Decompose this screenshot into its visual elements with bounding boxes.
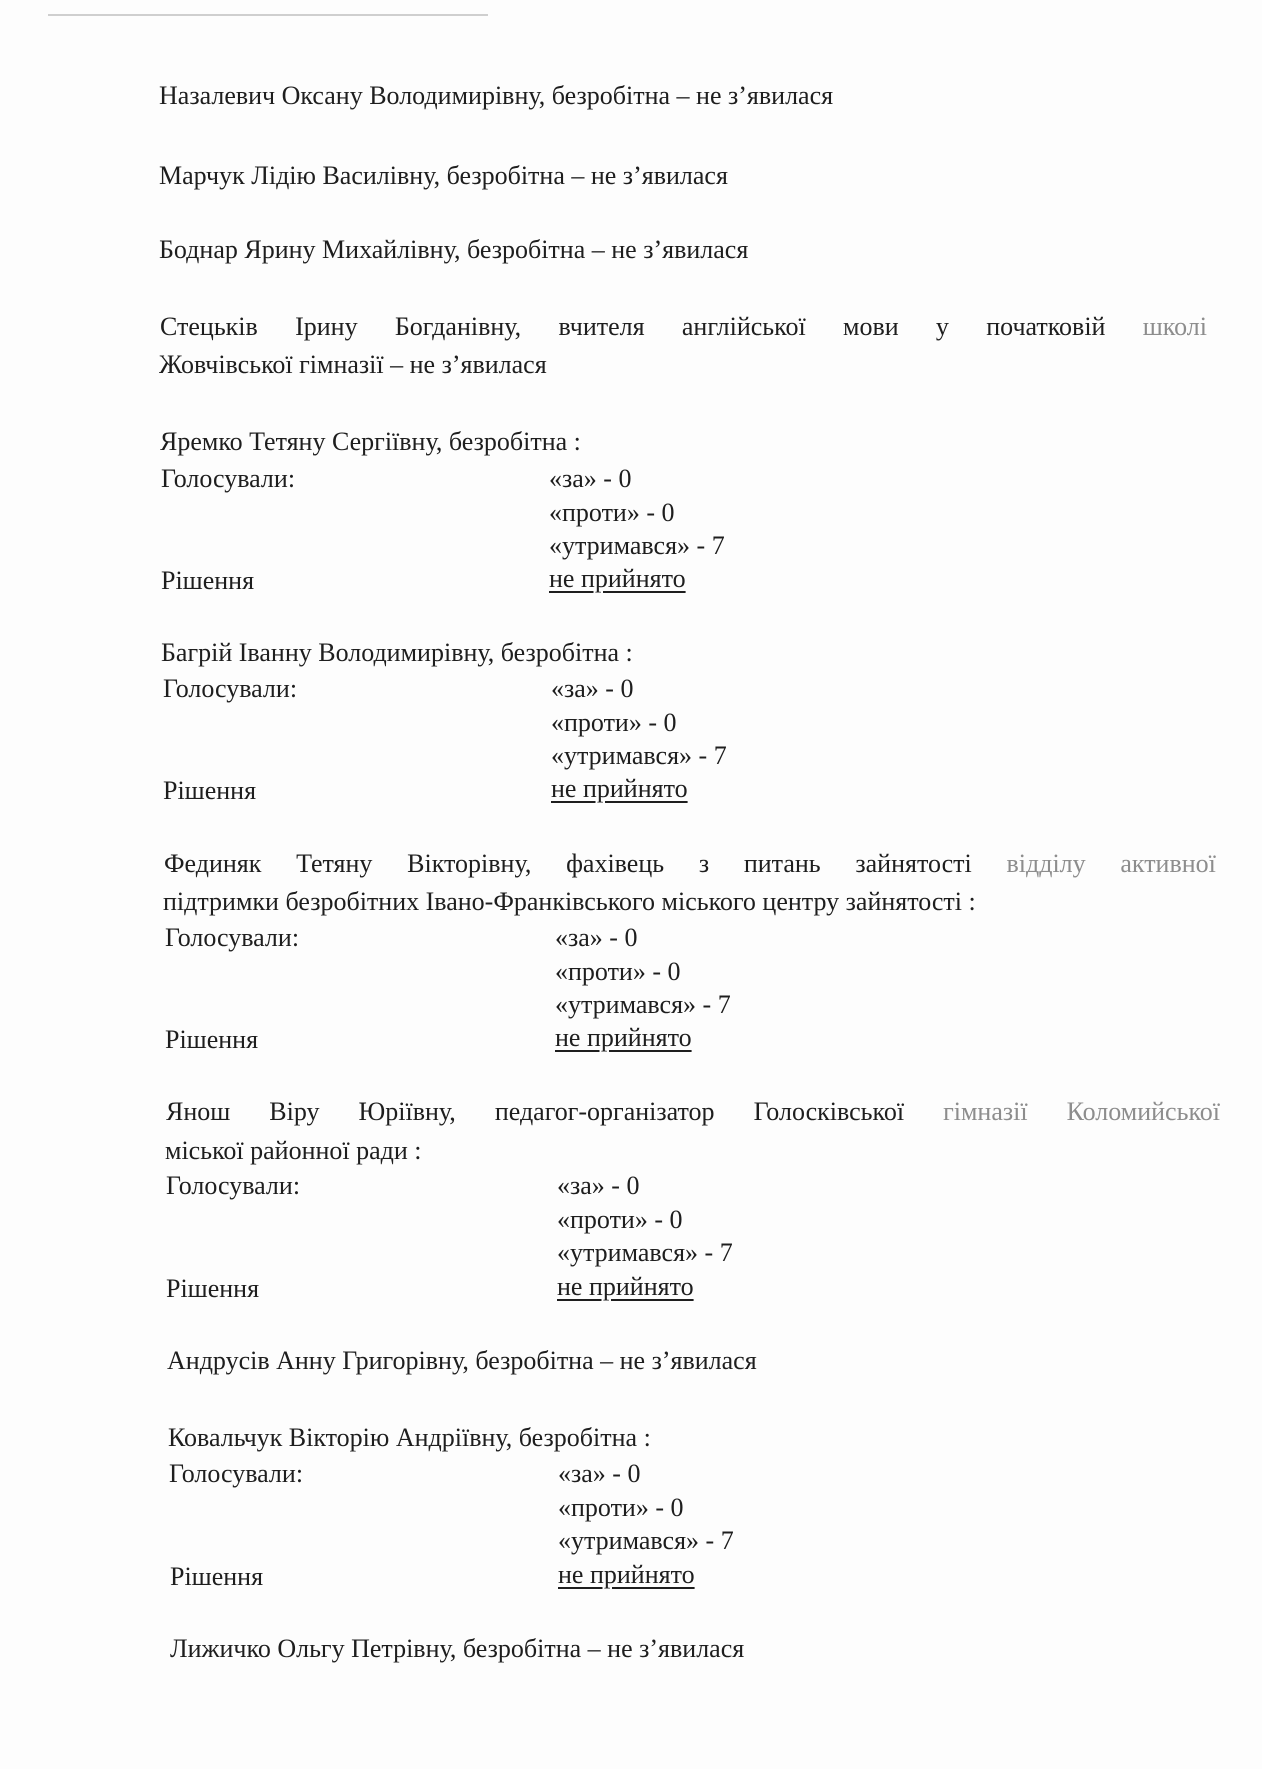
word: Юріївну, xyxy=(358,1097,456,1126)
entry-yanosh-line1 xyxy=(166,1099,1220,1125)
word: Фединяк xyxy=(164,849,262,878)
vote-abstained: «утримався» - 7 xyxy=(555,990,731,1019)
vote-abstained: «утримався» - 7 xyxy=(551,741,727,770)
decision-label: Рішення xyxy=(163,776,257,805)
word: з xyxy=(698,849,710,878)
vote-abstained: «утримався» - 7 xyxy=(558,1526,734,1555)
word: мови xyxy=(842,312,899,341)
decision-value: не прийнято xyxy=(555,1023,692,1052)
decision-label: Рішення xyxy=(165,1025,259,1054)
vote-for: «за» - 0 xyxy=(551,674,634,703)
vote-for: «за» - 0 xyxy=(555,923,638,952)
word: вчителя xyxy=(558,312,645,341)
word: зайнятості xyxy=(855,849,972,878)
word: Богданівну, xyxy=(394,312,522,341)
entry-kovalchuk: Ковальчук Вікторію Андріївну, безробітна : xyxy=(168,1423,651,1452)
word: у xyxy=(935,312,949,341)
vote-against: «проти» - 0 xyxy=(549,498,675,527)
vote-abstained: «утримався» - 7 xyxy=(549,531,725,560)
vote-label: Голосували: xyxy=(161,464,296,493)
decision-label: Рішення xyxy=(170,1562,264,1591)
entry-yanosh-line2: міської районної ради : xyxy=(165,1136,422,1165)
word: школі xyxy=(1142,312,1207,341)
entry-marchuk: Марчук Лідію Василівну, безробітна – не з’явилася xyxy=(159,161,728,190)
word: Ірину xyxy=(295,312,358,341)
vote-abstained: «утримався» - 7 xyxy=(557,1238,733,1267)
word: Вікторівну, xyxy=(407,849,532,878)
entry-stetskiv-line2: Жовчівської гімназії – не з’явилася xyxy=(159,350,547,379)
entry-bahrii: Багрій Іванну Володимирівну, безробітна : xyxy=(161,638,633,667)
vote-against: «проти» - 0 xyxy=(558,1493,684,1522)
decision-value: не прийнято xyxy=(549,564,686,593)
word: Голосківської xyxy=(753,1097,905,1126)
entry-nazalevych: Назалевич Оксану Володимирівну, безробітна – не з’явилася xyxy=(159,81,834,110)
decision-label: Рішення xyxy=(161,566,255,595)
word: фахівець xyxy=(566,849,665,878)
entry-stetskiv-line1 xyxy=(160,314,1207,340)
word: Стецьків xyxy=(160,312,258,341)
vote-for: «за» - 0 xyxy=(557,1171,640,1200)
word: Янош xyxy=(166,1097,231,1126)
word: Віру xyxy=(269,1097,320,1126)
word: відділу xyxy=(1006,849,1086,878)
entry-andrusiv: Андрусів Анну Григорівну, безробітна – не з’явилася xyxy=(167,1346,757,1375)
word: активної xyxy=(1120,849,1216,878)
vote-label: Голосували: xyxy=(169,1459,304,1488)
entry-yaremko: Яремко Тетяну Сергіївну, безробітна : xyxy=(160,427,581,456)
entry-fedyniak-line1 xyxy=(164,851,1216,877)
decision-label: Рішення xyxy=(166,1274,260,1303)
word: педагог-організатор xyxy=(494,1097,715,1126)
vote-against: «проти» - 0 xyxy=(555,957,681,986)
vote-label: Голосували: xyxy=(165,923,300,952)
decision-value: не прийнято xyxy=(557,1272,694,1301)
vote-for: «за» - 0 xyxy=(549,464,632,493)
top-rule xyxy=(48,14,488,16)
word: Тетяну xyxy=(296,849,373,878)
decision-value: не прийнято xyxy=(558,1560,695,1589)
word: гімназії xyxy=(943,1097,1028,1126)
vote-label: Голосували: xyxy=(163,674,298,703)
decision-value: не прийнято xyxy=(551,774,688,803)
vote-label: Голосували: xyxy=(166,1171,301,1200)
entry-fedyniak-line2: підтримки безробітних Івано-Франківського міського центру зайнятості : xyxy=(163,887,976,916)
entry-lyzhychko: Лижичко Ольгу Петрівну, безробітна – не з’явилася xyxy=(170,1634,745,1663)
entry-bodnar: Боднар Ярину Михайлівну, безробітна – не з’явилася xyxy=(159,235,749,264)
vote-against: «проти» - 0 xyxy=(557,1205,683,1234)
word: Коломийської xyxy=(1066,1097,1220,1126)
word: початковій xyxy=(986,312,1106,341)
vote-for: «за» - 0 xyxy=(558,1459,641,1488)
word: англійської xyxy=(681,312,806,341)
word: питань xyxy=(743,849,821,878)
vote-against: «проти» - 0 xyxy=(551,708,677,737)
